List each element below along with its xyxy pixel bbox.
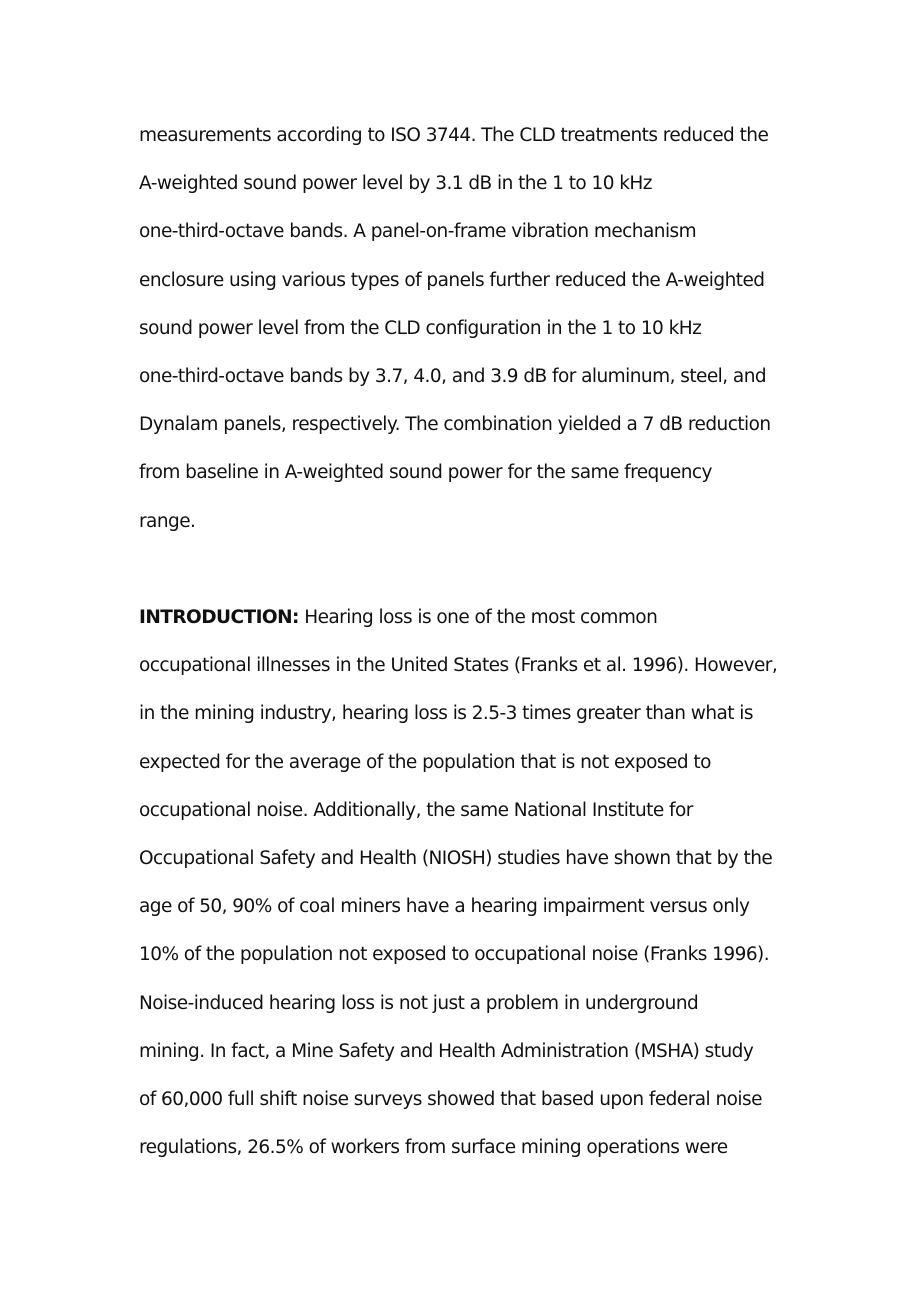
- text-line: 10% of the population not exposed to occupational noise (Franks 1996).: [139, 944, 770, 966]
- text-line: Hearing loss is one of the most common: [298, 607, 658, 628]
- text-line: A-weighted sound power level by 3.1 dB in the 1 to 10 kHz: [139, 173, 652, 195]
- text-line: from baseline in A-weighted sound power for the same frequency: [139, 462, 712, 484]
- text-line: sound power level from the CLD configuration in the 1 to 10 kHz: [139, 317, 702, 339]
- introduction-paragraph: [139, 594, 799, 1172]
- introduction-first-line: [139, 594, 799, 642]
- text-line: in the mining industry, hearing loss is 2.5-3 times greater than what is: [139, 703, 753, 725]
- text-line: Dynalam panels, respectively. The combination yielded a 7 dB reduction: [139, 414, 771, 436]
- text-line: Occupational Safety and Health (NIOSH) studies have shown that by the: [139, 847, 773, 869]
- text-line: occupational noise. Additionally, the same National Institute for: [139, 799, 693, 821]
- text-line: of 60,000 full shift noise surveys showed that based upon federal noise: [139, 1088, 762, 1110]
- abstract-continuation-paragraph: [139, 112, 799, 546]
- text-line: expected for the average of the population that is not exposed to: [139, 751, 711, 773]
- text-line: one-third-octave bands. A panel-on-frame vibration mechanism: [139, 221, 697, 243]
- text-line: one-third-octave bands by 3.7, 4.0, and 3.9 dB for aluminum, steel, and: [139, 365, 767, 387]
- text-line: enclosure using various types of panels further reduced the A-weighted: [139, 269, 765, 291]
- text-line: range.: [139, 510, 196, 532]
- text-line: Noise-induced hearing loss is not just a problem in underground: [139, 992, 699, 1014]
- text-line: regulations, 26.5% of workers from surface mining operations were: [139, 1137, 728, 1159]
- introduction-heading: INTRODUCTION:: [139, 607, 299, 628]
- text-line: mining. In fact, a Mine Safety and Health Administration (MSHA) study: [139, 1040, 754, 1062]
- text-line: measurements according to ISO 3744. The CLD treatments reduced the: [139, 125, 769, 146]
- text-line: age of 50, 90% of coal miners have a hearing impairment versus only: [139, 896, 750, 918]
- text-line: occupational illnesses in the United States (Franks et al. 1996). However,: [139, 655, 778, 677]
